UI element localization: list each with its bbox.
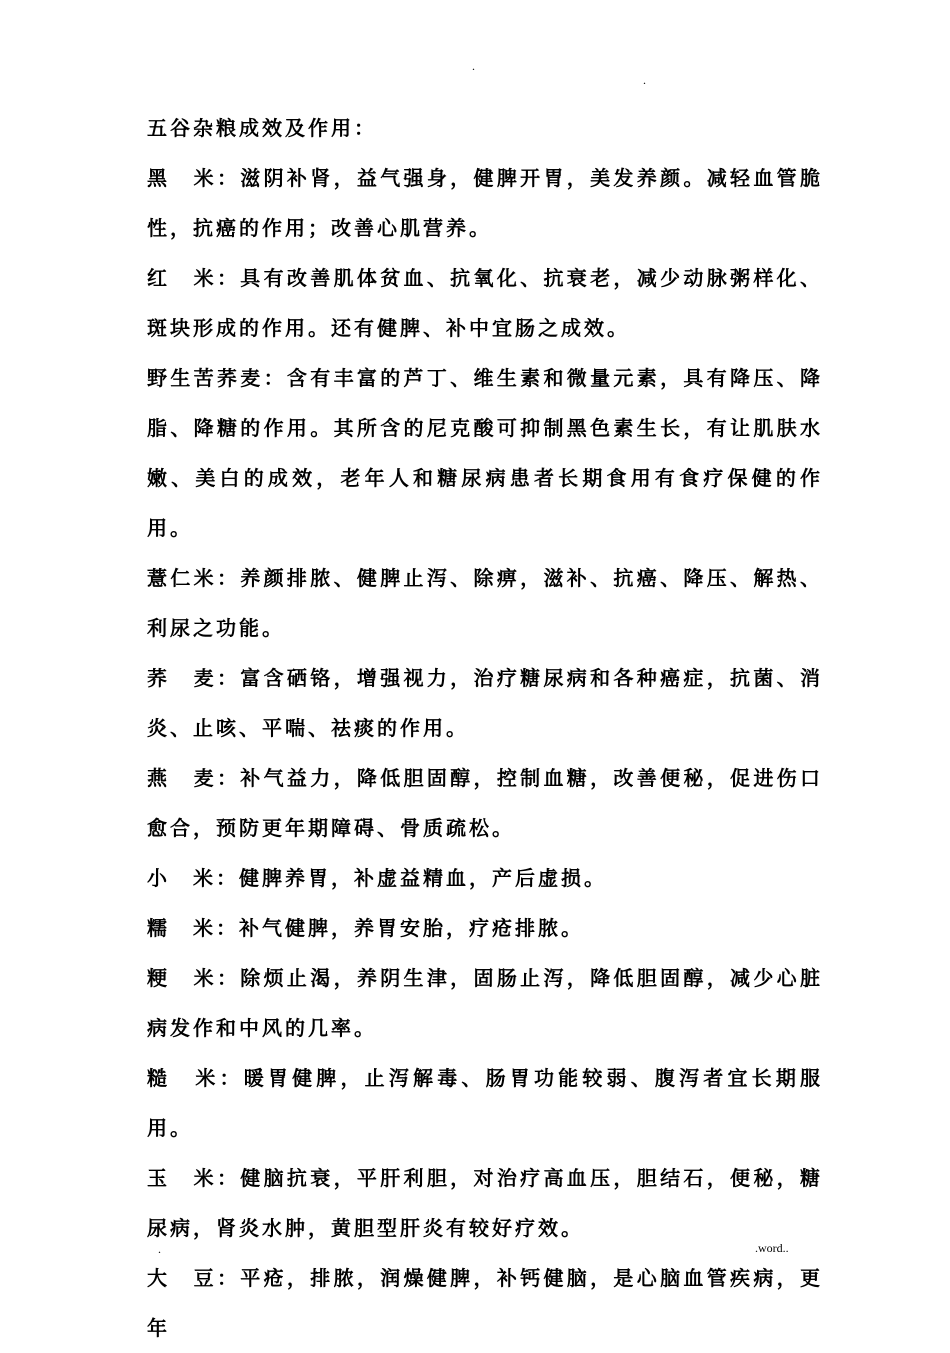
paragraph-buckwheat: 荞 麦：富含硒铬，增强视力，治疗糖尿病和各种癌症，抗菌、消炎、止咳、平喘、祛痰的作用。 xyxy=(147,666,823,740)
paragraph-glutinous-rice: 糯 米：补气健脾，养胃安胎，疗疮排脓。 xyxy=(147,916,584,940)
document-title: 五谷杂粮成效及作用： xyxy=(147,116,377,140)
footer-mark-left: . xyxy=(158,1242,161,1256)
paragraph-red-rice: 红 米：具有改善肌体贫血、抗氧化、抗衰老，减少动脉粥样化、斑块形成的作用。还有健脾、补中宜肠之成效。 xyxy=(147,266,823,340)
paragraph-tartary-buckwheat: 野生苦荞麦：含有丰富的芦丁、维生素和微量元素，具有降压、降脂、降糖的作用。其所含的尼克酸可抑制黑色素生长，有让肌肤水嫩、美白的成效，老年人和糖尿病患者长期食用有食疗保健的作用。 xyxy=(147,366,823,540)
paragraph-coix-seed: 薏仁米：养颜排脓、健脾止泻、除痹，滋补、抗癌、降压、解热、利尿之功能。 xyxy=(147,566,823,640)
paragraph-oats: 燕 麦：补气益力，降低胆固醇，控制血糖，改善便秘，促进伤口愈合，预防更年期障碍、骨质疏松。 xyxy=(147,766,823,840)
header-mark-left: . xyxy=(472,59,475,73)
document-body xyxy=(147,103,823,1353)
paragraph-japonica-rice: 粳 米：除烦止渴，养阴生津，固肠止泻，降低胆固醇，减少心脏病发作和中风的几率。 xyxy=(147,966,823,1040)
paragraph-brown-rice: 糙 米：暖胃健脾，止泻解毒、肠胃功能较弱、腹泻者宜长期服用。 xyxy=(147,1066,823,1140)
header-mark-right: . xyxy=(643,73,646,87)
paragraph-black-rice: 黑 米：滋阴补肾，益气强身，健脾开胃，美发养颜。减轻血管脆性，抗癌的作用；改善心肌营养。 xyxy=(147,166,823,240)
paragraph-corn: 玉 米：健脑抗衰，平肝利胆，对治疗高血压，胆结石，便秘，糖尿病，肾炎水肿，黄胆型肝炎有较好疗效。 xyxy=(147,1166,823,1240)
footer-mark-right: .word.. xyxy=(755,1241,789,1255)
paragraph-millet: 小 米：健脾养胃，补虚益精血，产后虚损。 xyxy=(147,866,607,890)
paragraph-soybean: 大 豆：平疮，排脓，润燥健脾，补钙健脑，是心脑血管疾病，更年 xyxy=(147,1266,823,1340)
